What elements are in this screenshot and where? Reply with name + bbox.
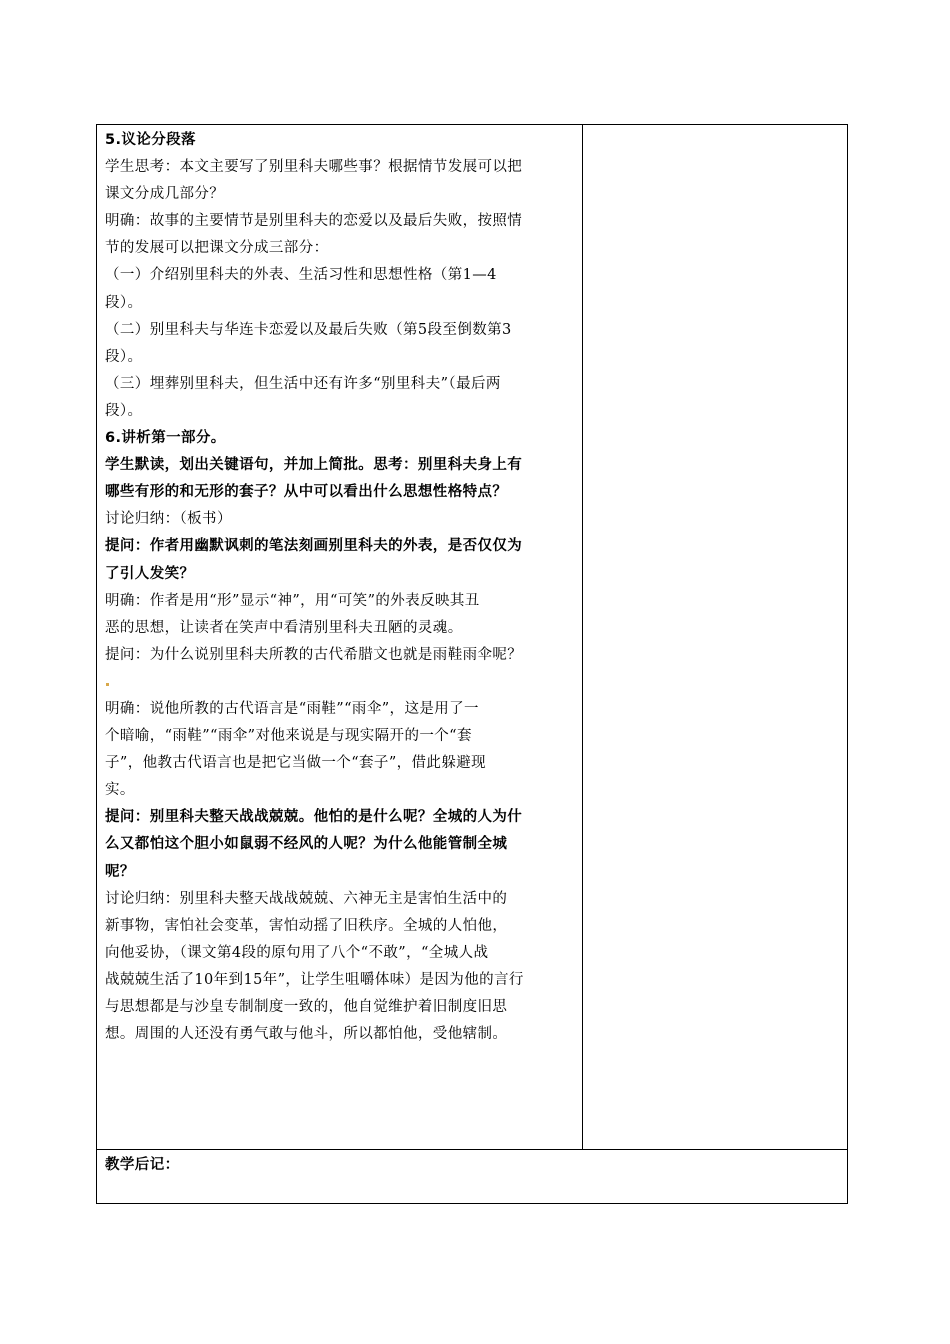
text-line: 段）。 (105, 348, 143, 365)
text-line: 想。周围的人还没有勇气敢与他斗，所以都怕他，受他辖制。 (105, 1026, 508, 1043)
blank-line (105, 669, 574, 696)
text-line: 讨论归纳：（板书） (105, 511, 232, 528)
text-line: 讨论归纳：别里科夫整天战战兢兢、六神无主是害怕生活中的 (105, 890, 508, 907)
text-line: 提问：为什么说别里科夫所教的古代希腊文也就是雨鞋雨伞呢？ (105, 646, 523, 663)
text-line: （二）别里科夫与华连卡恋爱以及最后失败（第5段至倒数第3 (105, 321, 512, 338)
text-line: 明确：说他所教的古代语言是“雨鞋”“雨伞”，这是用了一 (105, 700, 479, 717)
text-line: 恶的思想，让读者在笑声中看清别里科夫丑陋的灵魂。 (105, 619, 463, 636)
section-heading-6: 6.讲析第一部分。 (105, 430, 226, 447)
text-line: 向他妥协，（课文第4段的原句用了八个“不敢”，“全城人战 (105, 944, 489, 961)
section-heading-5: 5.议论分段落 (105, 132, 196, 148)
question-line: 提问：别里科夫整天战战兢兢。他怕的是什么呢？全城的人为什 (105, 809, 523, 826)
postscript-label: 教学后记： (105, 1157, 180, 1173)
text-line: 学生思考：本文主要写了别里科夫哪些事？根据情节发展可以把 (105, 159, 523, 176)
question-line: 了引人发笑？ (105, 565, 195, 582)
question-line: 提问：作者用幽默讽刺的笔法刻画别里科夫的外表，是否仅仅为 (105, 538, 523, 555)
text-line: 课文分成几部分？ (105, 186, 225, 203)
text-line: 明确：故事的主要情节是别里科夫的恋爱以及最后失败，按照情 (105, 213, 523, 230)
text-line: 实。 (105, 782, 135, 799)
text-line: （一）介绍别里科夫的外表、生活习性和思想性格（第1—4 (105, 267, 497, 284)
postscript-row (97, 1149, 847, 1203)
text-line-bold: 学生默读，划出关键语句，并加上简批。思考：别里科夫身上有 (105, 457, 523, 474)
text-line: 新事物，害怕社会变革，害怕动摇了旧秩序。全城的人怕他， (105, 917, 508, 934)
artifact-mark (106, 683, 109, 686)
question-line: 么又都怕这个胆小如鼠弱不经风的人呢？为什么他能管制全城 (105, 836, 508, 853)
lesson-content-cell (97, 125, 583, 1149)
text-line: 个暗喻，“雨鞋”“雨伞”对他来说是与现实隔开的一个“套 (105, 728, 472, 745)
text-line: 节的发展可以把课文分成三部分： (105, 240, 329, 257)
text-line: 子”，他教古代语言也是把它当做一个“套子”，借此躲避现 (105, 755, 487, 772)
text-line: （三）埋葬别里科夫，但生活中还有许多“别里科夫”（最后两 (105, 375, 501, 392)
lesson-plan-table (96, 124, 848, 1204)
text-line: 段）。 (105, 402, 143, 419)
text-line: 段）。 (105, 294, 143, 311)
question-line: 呢？ (105, 863, 135, 880)
text-line-bold: 哪些有形的和无形的套子？从中可以看出什么思想性格特点？ (105, 484, 508, 501)
text-line: 明确：作者是用“形”显示“神”，用“可笑”的外表反映其丑 (105, 592, 480, 609)
notes-cell (583, 125, 847, 1149)
text-line: 与思想都是与沙皇专制制度一致的，他自觉维护着旧制度旧思 (105, 999, 508, 1015)
text-line: 战兢兢生活了10年到15年”，让学生咀嚼体味）是因为他的言行 (105, 971, 524, 988)
